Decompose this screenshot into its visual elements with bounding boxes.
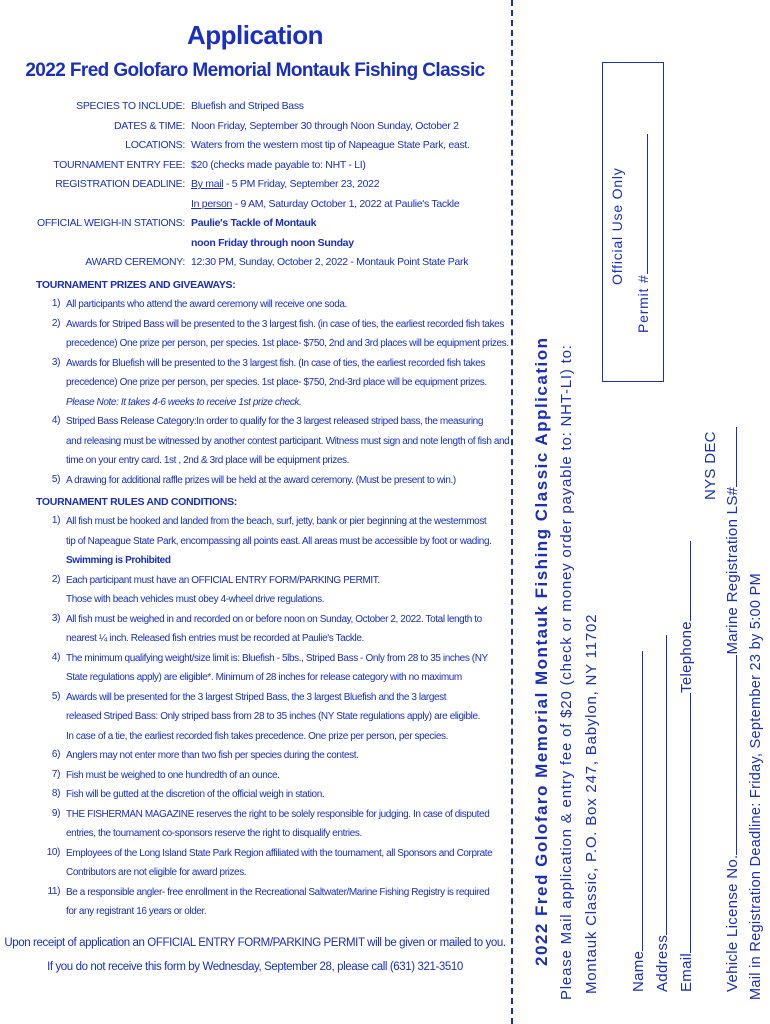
- locations-value: Waters from the western most tip of Napeague State Park, east.: [191, 139, 470, 151]
- contact-note: If you do not receive this form by Wednesday, September 28, please call (631) 321-3510: [47, 961, 463, 973]
- rule-line: THE FISHERMAN MAGAZINE reserves the right to be solely responsible for judging. In case of disputed: [66, 808, 490, 820]
- rules-heading: TOURNAMENT RULES AND CONDITIONS:: [36, 496, 237, 508]
- prize-number: 4): [51, 415, 60, 426]
- rule-item: [36, 885, 490, 925]
- prize-line: A drawing for additional raffle prizes will be held at the award ceremony. (Must be present to win.): [66, 474, 456, 486]
- fee-label: TOURNAMENT ENTRY FEE:: [53, 158, 185, 171]
- rule-line: nearest ¼ inch. Released fish entries must be recorded at Paulie's Tackle.: [66, 633, 364, 644]
- nys-dec-label: NYS DEC: [702, 431, 719, 500]
- rule-number: 8): [51, 788, 60, 799]
- rule-item: [36, 651, 488, 691]
- rule-item: [36, 612, 482, 652]
- rule-line: entries, the tournament co-sponsors reserve the right to disqualify entries.: [66, 828, 362, 839]
- rule-item: [36, 690, 481, 750]
- page-title: Application: [186, 20, 324, 50]
- species-label: SPECIES TO INCLUDE:: [76, 100, 185, 112]
- rule-item: [36, 846, 493, 886]
- locations-label: LOCATIONS:: [125, 139, 185, 151]
- prize-line: precedence) One prize per person, per species. 1st place- $750, 2nd-3rd place will be equipment prizes.: [66, 377, 487, 388]
- name-field[interactable]: Name: [630, 651, 647, 992]
- rule-line: Be a responsible angler- free enrollment in the Recreational Saltwater/Marine Fishing Registry is required: [66, 886, 490, 898]
- rule-line: Fish will be gutted at the discretion of the official weigh in station.: [66, 789, 325, 800]
- prize-line: All participants who attend the award ceremony will receive one soda.: [66, 299, 347, 310]
- form-heading: 2022 Fred Golofaro Memorial Montauk Fishing Classic Application: [532, 336, 551, 966]
- deadline-person: In person - 9 AM, Saturday October 1, 2022 at Paulie's Tackle: [191, 197, 460, 210]
- deadline-mail: By mail - 5 PM Friday, September 23, 2022: [191, 178, 380, 190]
- official-use-label: Official Use Only: [609, 167, 625, 285]
- rule-number: 6): [51, 749, 60, 760]
- rule-item: [36, 769, 476, 789]
- deadline-label: REGISTRATION DEADLINE:: [55, 178, 185, 190]
- prizes-list: [36, 298, 510, 493]
- prize-number: 2): [51, 317, 60, 329]
- dates-value: Noon Friday, September 30 through Noon Sunday, October 2: [191, 119, 459, 132]
- rule-number: 1): [51, 515, 60, 526]
- prize-item: [36, 415, 510, 474]
- rule-line: Employees of the Long Island State Park Region affiliated with the tournament, all Sponsors and Corprate: [66, 847, 493, 859]
- award-value: 12:30 PM, Sunday, October 2, 2022 - Montauk Point State Park: [191, 256, 469, 268]
- prize-item: [36, 298, 476, 318]
- rule-number: 5): [51, 690, 60, 702]
- rule-line: Each participant must have an OFFICIAL ENTRY FORM/PARKING PERMIT.: [66, 574, 380, 586]
- prize-note: Please Note: It takes 4-6 weeks to receive 1st prize check.: [66, 396, 302, 408]
- rule-number: 10): [46, 846, 60, 858]
- marine-registration-label: Marine Registration LS#: [724, 486, 741, 655]
- prize-line: and releasing must be witnessed by another contest participant. Witness must sign and note length of fish and: [66, 435, 510, 447]
- species-value: Bluefish and Striped Bass: [191, 100, 304, 112]
- prize-item: [36, 356, 487, 416]
- award-label: AWARD CEREMONY:: [85, 256, 185, 268]
- prize-line: precedence) One prize per person, per species. 1st place- $750, 2nd and 3rd places will be equipment prizes.: [66, 338, 509, 349]
- rule-line: released Striped Bass: Only striped bass from 28 to 35 inches (NY State regulations apply) are eligible.: [66, 711, 481, 722]
- mail-instructions: Please Mail application & entry fee of $20 (check or money order payable to: NHT-LI) to:: [558, 344, 575, 1000]
- official-use-box: [602, 62, 664, 382]
- rule-number: 2): [51, 573, 60, 585]
- address-field[interactable]: Address: [654, 635, 671, 992]
- rule-line: Contributors are not eligible for award prizes.: [66, 867, 247, 878]
- tournament-info: [20, 100, 500, 276]
- permit-field[interactable]: Permit #: [635, 134, 651, 333]
- prize-number: 1): [51, 298, 60, 309]
- mail-address: Montauk Classic, P.O. Box 247, Babylon, NY 11702: [583, 613, 600, 994]
- rules-list: [36, 515, 493, 925]
- prize-line: time on your entry card. 1st , 2nd & 3rd place will be equipment prizes.: [66, 455, 350, 466]
- weighin-label: OFFICIAL WEIGH-IN STATIONS:: [36, 217, 185, 229]
- telephone-label: Telephone: [678, 621, 695, 693]
- cut-line: [511, 0, 513, 1024]
- registration-deadline: Mail in Registration Deadline: Friday, September 23 by 5:00 PM: [748, 573, 764, 1000]
- prize-number: 5): [51, 473, 60, 485]
- rule-number: 9): [51, 807, 60, 819]
- rule-item: [36, 788, 476, 808]
- weighin-location: Paulie's Tackle of Montauk: [191, 217, 317, 229]
- rule-emphasis: Swimming is Prohibited: [66, 555, 171, 566]
- prize-item: [36, 317, 509, 357]
- fee-value: $20 (checks made payable to: NHT - LI): [191, 158, 366, 171]
- rule-line: Fish must be weighed to one hundredth of an ounce.: [66, 769, 280, 781]
- rule-line: for any registrant 16 years or older.: [66, 906, 207, 917]
- prize-item: [36, 474, 476, 494]
- receipt-note: Upon receipt of application an OFFICIAL ENTRY FORM/PARKING PERMIT will be given or mailed to you.: [4, 937, 506, 949]
- rule-line: tip of Napeague State Park, encompassing all points east. All areas must be accessible by foot or wading.: [66, 535, 492, 547]
- prizes-heading: TOURNAMENT PRIZES AND GIVEAWAYS:: [36, 279, 236, 291]
- prize-number: 3): [51, 356, 60, 368]
- prize-line: Striped Bass Release Category:In order to qualify for the 3 largest released striped bass, the measuring: [66, 416, 483, 427]
- rule-item: [36, 807, 490, 847]
- rule-line: Those with beach vehicles must obey 4-wheel drive regulations.: [66, 594, 325, 605]
- dates-label: DATES & TIME:: [114, 119, 185, 132]
- rule-item: [36, 749, 476, 769]
- rule-line: In case of a tie, the earliest recorded fish takes precedence. One prize per person, per species.: [66, 730, 448, 742]
- rule-line: All fish must be hooked and landed from the beach, surf, jetty, bank or pier beginning at the westernmost: [66, 516, 487, 527]
- rule-item: [36, 515, 492, 574]
- rule-line: State regulations apply) are eligible*. Minimum of 28 inches for release category with no maximum: [66, 672, 462, 683]
- rule-number: 11): [47, 885, 60, 897]
- weighin-hours: noon Friday through noon Sunday: [191, 236, 354, 249]
- email-field[interactable]: EmailTelephone: [678, 541, 695, 992]
- rule-item: [36, 574, 476, 613]
- rule-number: 7): [51, 768, 60, 780]
- prize-line: Awards for Bluefish will be presented to the 3 largest fish. (In case of ties, the earliest recorded fish takes: [66, 357, 485, 369]
- vehicle-license-field[interactable]: Vehicle License No.Marine Registration LS#: [724, 427, 741, 992]
- rule-line: All fish must be weighed in and recorded on or before noon on Sunday, October 2, 2022. Total length to: [66, 613, 482, 625]
- rule-line: The minimum qualifying weight/size limit is: Bluefish - 5lbs., Striped Bass - Only from 28 to 35 inches (NY: [66, 652, 488, 664]
- tournament-name: 2022 Fred Golofaro Memorial Montauk Fishing Classic: [25, 60, 485, 81]
- prize-line: Awards for Striped Bass will be presented to the 3 largest fish. (in case of ties, the earliest recorded fish takes: [66, 318, 504, 330]
- rule-line: Awards will be presented for the 3 largest Striped Bass, the 3 largest Bluefish and the 3 largest: [66, 691, 447, 703]
- rule-number: 3): [51, 612, 60, 624]
- rule-number: 4): [51, 651, 60, 663]
- rule-line: Anglers may not enter more than two fish per species during the contest.: [66, 750, 359, 761]
